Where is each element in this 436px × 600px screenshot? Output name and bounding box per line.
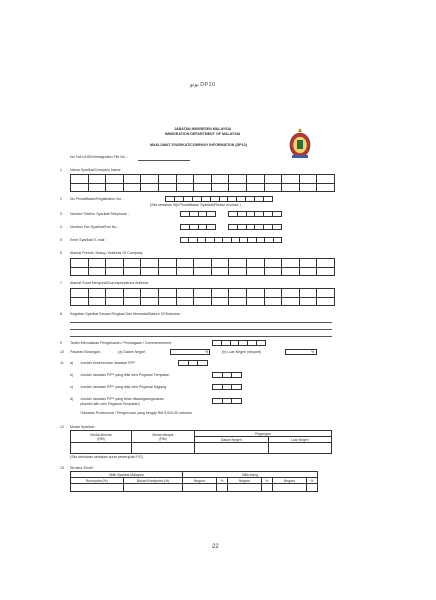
input-cell[interactable]: [198, 238, 206, 243]
input-cell[interactable]: [248, 341, 257, 346]
foreign-ownership-header: Milik Asing: [183, 472, 318, 478]
authorized-capital-label: Modal dibenar: [90, 432, 112, 437]
input-cell[interactable]: [71, 298, 89, 307]
input-cell[interactable]: [232, 238, 240, 243]
input-cell[interactable]: [229, 298, 247, 307]
page-number: 22: [212, 544, 219, 550]
s11b-label: Jumlah Jawatan P/P* yang diisi oleh Pegawai Tempatan: [80, 373, 170, 377]
input-cell[interactable]: [190, 225, 199, 230]
non-bumiputra-header: Bukan Bumiputra (%): [124, 478, 183, 484]
input-cell[interactable]: [177, 175, 195, 184]
input-cell[interactable]: [159, 289, 177, 298]
s11a-mark: a): [70, 361, 74, 365]
input-cell[interactable]: [212, 289, 230, 298]
input-cell[interactable]: [199, 225, 208, 230]
input-cell[interactable]: [300, 268, 318, 277]
input-cell[interactable]: [89, 268, 107, 277]
input-cell[interactable]: [193, 197, 202, 202]
input-cell[interactable]: [181, 212, 190, 217]
input-cell[interactable]: [238, 212, 247, 217]
input-cell[interactable]: [194, 184, 212, 193]
input-cell[interactable]: [282, 298, 300, 307]
input-cell[interactable]: [124, 184, 142, 193]
s11-num: 11: [60, 361, 64, 365]
input-cell[interactable]: [141, 289, 159, 298]
input-cell[interactable]: [213, 373, 223, 378]
s13-label: Struktur Ekuiti :: [70, 466, 95, 470]
input-cell[interactable]: [264, 225, 273, 230]
file-no-field[interactable]: [138, 160, 190, 161]
input-cell[interactable]: [194, 289, 212, 298]
s2-num: 2: [60, 197, 62, 201]
input-cell[interactable]: [223, 238, 231, 243]
fax-field-1[interactable]: [180, 224, 216, 230]
fax-field-2[interactable]: [228, 224, 282, 230]
input-cell[interactable]: [232, 385, 242, 390]
input-cell[interactable]: [141, 175, 159, 184]
input-cell[interactable]: [211, 197, 220, 202]
s10-label: Pasaran Barangan :: [70, 350, 102, 354]
input-cell[interactable]: [106, 268, 124, 277]
input-cell[interactable]: [141, 259, 159, 268]
input-cell[interactable]: [237, 197, 246, 202]
s11b-mark: b): [70, 373, 74, 377]
input-cell[interactable]: [106, 184, 124, 193]
input-cell[interactable]: [212, 184, 230, 193]
input-cell[interactable]: [223, 385, 233, 390]
bumiputra-cell[interactable]: [71, 484, 124, 492]
input-cell[interactable]: [282, 259, 300, 268]
s2-label: No Pendaftaran/Registration No. :: [70, 197, 124, 201]
s12-label: Modal Syarikat :: [70, 425, 96, 429]
input-cell[interactable]: [232, 399, 242, 404]
holding-foreign-cell[interactable]: [268, 443, 331, 454]
pct-cell-3[interactable]: [306, 484, 317, 492]
input-cell[interactable]: [212, 268, 230, 277]
input-cell[interactable]: [229, 212, 238, 217]
input-cell[interactable]: [166, 197, 175, 202]
holding-domestic-cell[interactable]: [195, 443, 269, 454]
s10-a-pct: %: [205, 350, 209, 354]
input-cell[interactable]: [212, 259, 230, 268]
input-cell[interactable]: [194, 259, 212, 268]
s11c-label: Jumlah Jawatan P/P* yang diisi oleh Pegawai Dagang: [80, 385, 167, 389]
input-cell[interactable]: [199, 212, 208, 217]
input-cell[interactable]: [194, 298, 212, 307]
input-cell[interactable]: [124, 259, 142, 268]
s4-num: 4: [60, 225, 62, 229]
input-cell[interactable]: [300, 259, 318, 268]
input-cell[interactable]: [247, 184, 265, 193]
s4-label: Nombor Fax Syarikat/Fax No. :: [70, 225, 120, 229]
input-cell[interactable]: [229, 225, 238, 230]
s12-num: 12: [60, 425, 64, 429]
input-cell[interactable]: [106, 298, 124, 307]
country-header-1: Negara: [183, 478, 217, 484]
input-cell[interactable]: [207, 212, 216, 217]
file-no-label: No Fail UHDN/Immigration File No. :: [70, 155, 128, 159]
input-cell[interactable]: [223, 373, 233, 378]
expatriate-posts-field[interactable]: [212, 384, 242, 390]
input-cell[interactable]: [175, 197, 184, 202]
s1-label: Nama Syarikat/Company Name :: [70, 168, 123, 172]
input-cell[interactable]: [198, 361, 208, 366]
input-cell[interactable]: [89, 184, 107, 193]
input-cell[interactable]: [212, 298, 230, 307]
holding-foreign-header: Luar Negeri: [268, 437, 331, 443]
input-cell[interactable]: [229, 289, 247, 298]
business-line-1[interactable]: [70, 322, 332, 323]
input-cell[interactable]: [184, 197, 193, 202]
input-cell[interactable]: [215, 238, 223, 243]
input-cell[interactable]: [282, 184, 300, 193]
input-cell[interactable]: [247, 289, 265, 298]
input-cell[interactable]: [317, 298, 335, 307]
input-cell[interactable]: [106, 259, 124, 268]
s12-note: (Sila berkaitan sertakan surat pesetujuan FIC): [70, 455, 144, 459]
capital-table: [70, 430, 332, 454]
input-cell[interactable]: [229, 268, 247, 277]
s10-a-label: (a) Dalam Negeri: [118, 350, 146, 354]
input-cell[interactable]: [212, 175, 230, 184]
input-cell[interactable]: [177, 298, 195, 307]
paidup-capital-cell[interactable]: [132, 443, 195, 454]
s11d-label: Jumlah Jawatan P/P* yang telah diwasiganegarakan: [80, 397, 164, 401]
input-cell[interactable]: [273, 225, 282, 230]
s13-num: 13: [60, 466, 64, 470]
s11-note: *Jawatan Profesional / Pengurusan yang bergaji RM 5,000.00 sebulan: [80, 411, 192, 415]
non-bumiputra-cell[interactable]: [124, 484, 183, 492]
input-cell[interactable]: [89, 298, 107, 307]
input-cell[interactable]: [247, 225, 256, 230]
input-cell[interactable]: [247, 268, 265, 277]
input-cell[interactable]: [300, 184, 318, 193]
input-cell[interactable]: [282, 175, 300, 184]
input-cell[interactable]: [213, 385, 223, 390]
input-cell[interactable]: [229, 184, 247, 193]
input-cell[interactable]: [282, 289, 300, 298]
total-posts-field[interactable]: [178, 360, 208, 366]
form-code-mark: يونو DP10: [190, 82, 216, 88]
input-cell[interactable]: [194, 175, 212, 184]
input-cell[interactable]: [181, 225, 190, 230]
input-cell[interactable]: [265, 298, 283, 307]
input-cell[interactable]: [177, 268, 195, 277]
email-field[interactable]: [180, 237, 282, 243]
input-cell[interactable]: [248, 238, 256, 243]
immigration-crest-icon: [288, 126, 312, 160]
input-cell[interactable]: [159, 259, 177, 268]
s11d-mark: d): [70, 397, 74, 401]
company-name-grid[interactable]: [70, 174, 335, 192]
input-cell[interactable]: [300, 175, 318, 184]
telephone-field-2[interactable]: [228, 211, 282, 217]
input-cell[interactable]: [273, 212, 282, 217]
input-cell[interactable]: [247, 212, 256, 217]
input-cell[interactable]: [71, 175, 89, 184]
pct-header-3: %: [306, 478, 317, 484]
input-cell[interactable]: [317, 289, 335, 298]
input-cell[interactable]: [190, 212, 199, 217]
input-cell[interactable]: [71, 259, 89, 268]
input-cell[interactable]: [317, 268, 335, 277]
input-cell[interactable]: [124, 175, 142, 184]
input-cell[interactable]: [207, 225, 216, 230]
input-cell[interactable]: [257, 341, 266, 346]
s11a-label: Jumlah Keseluruhan Jawatan P/P*: [80, 361, 136, 365]
local-posts-field[interactable]: [212, 372, 242, 378]
input-cell[interactable]: [189, 361, 199, 366]
input-cell[interactable]: [71, 289, 89, 298]
input-cell[interactable]: [159, 175, 177, 184]
input-cell[interactable]: [89, 259, 107, 268]
input-cell[interactable]: [265, 238, 273, 243]
s10-b-pct: %: [311, 350, 315, 354]
paidup-capital-header: [132, 431, 195, 443]
company-address-grid[interactable]: [70, 258, 335, 276]
input-cell[interactable]: [246, 197, 255, 202]
input-cell[interactable]: [257, 238, 265, 243]
input-cell[interactable]: [264, 197, 273, 202]
input-cell[interactable]: [222, 341, 231, 346]
authorized-capital-header: [71, 431, 132, 443]
input-cell[interactable]: [317, 184, 335, 193]
input-cell[interactable]: [229, 259, 247, 268]
s9-label: Tarikh Memulakan Pengeluaran / Perniagaan / Commencement :: [70, 341, 174, 345]
bumiputra-header: Bumiputra (%): [71, 478, 124, 484]
s8-label: Kegiatan Syarikat Secara Ringkas Dan Memadai/Nature Of Business :: [70, 312, 183, 316]
input-cell[interactable]: [232, 373, 242, 378]
input-cell[interactable]: [71, 184, 89, 193]
input-cell[interactable]: [255, 225, 264, 230]
input-cell[interactable]: [220, 197, 229, 202]
input-cell[interactable]: [247, 298, 265, 307]
s6-num: 6: [60, 251, 62, 255]
input-cell[interactable]: [71, 268, 89, 277]
localised-posts-field[interactable]: [212, 398, 242, 404]
input-cell[interactable]: [106, 289, 124, 298]
s7-label: Alamat Surat Menyurat/Correspondence Address: [70, 281, 149, 285]
s3-label: Nombor Telefon Syarikat/Telephone :: [70, 212, 129, 216]
input-cell[interactable]: [265, 175, 283, 184]
registration-no-grid[interactable]: [165, 196, 273, 202]
input-cell[interactable]: [189, 238, 197, 243]
pct-cell-2[interactable]: [261, 484, 272, 492]
holding-domestic-header: Dalam Negeri: [195, 437, 269, 443]
input-cell[interactable]: [106, 175, 124, 184]
country-cell-2[interactable]: [227, 484, 261, 492]
s10-num: 10: [60, 350, 64, 354]
equity-table: [70, 471, 318, 492]
input-cell[interactable]: [223, 399, 233, 404]
holding-header: Pegangan: [195, 431, 332, 437]
input-cell[interactable]: [159, 184, 177, 193]
input-cell[interactable]: [231, 341, 240, 346]
input-cell[interactable]: [141, 268, 159, 277]
s7-num: 7: [60, 281, 62, 285]
authorized-capital-unit: (RM): [97, 436, 105, 441]
input-cell[interactable]: [239, 341, 248, 346]
input-cell[interactable]: [228, 197, 237, 202]
input-cell[interactable]: [179, 361, 189, 366]
input-cell[interactable]: [194, 268, 212, 277]
input-cell[interactable]: [229, 175, 247, 184]
input-cell[interactable]: [213, 399, 223, 404]
input-cell[interactable]: [265, 259, 283, 268]
input-cell[interactable]: [124, 268, 142, 277]
input-cell[interactable]: [181, 238, 189, 243]
input-cell[interactable]: [141, 184, 159, 193]
correspondence-address-grid[interactable]: [70, 288, 335, 306]
input-cell[interactable]: [238, 225, 247, 230]
input-cell[interactable]: [300, 298, 318, 307]
form-title: MAKLUMAT SYARIKAT/COMPANY INFORMATION (DP10): [150, 143, 247, 147]
s3-num: 3: [60, 212, 62, 216]
input-cell[interactable]: [177, 289, 195, 298]
input-cell[interactable]: [317, 259, 335, 268]
input-cell[interactable]: [255, 212, 264, 217]
paidup-capital-unit: (RM): [159, 436, 167, 441]
agency-name-ms: JABATAN IMIGRESEN MALAYSIA: [174, 127, 232, 131]
input-cell[interactable]: [177, 259, 195, 268]
input-cell[interactable]: [124, 289, 142, 298]
pct-cell-1[interactable]: [216, 484, 227, 492]
country-cell-3[interactable]: [272, 484, 306, 492]
s5-num: 5: [60, 238, 62, 242]
input-cell[interactable]: [159, 298, 177, 307]
paidup-capital-label: Modal dibayar: [152, 432, 174, 437]
s2-note: (Sila sertakan Sijil Pendaftaran Syarikat/Please enclose ): [150, 203, 241, 207]
business-line-2[interactable]: [70, 329, 332, 330]
malaysian-ownership-header: Milik Syarikat Malaysia: [71, 472, 183, 478]
input-cell[interactable]: [206, 238, 214, 243]
input-cell[interactable]: [265, 289, 283, 298]
input-cell[interactable]: [247, 259, 265, 268]
commencement-date-field[interactable]: [212, 340, 266, 346]
input-cell[interactable]: [240, 238, 248, 243]
business-line-3[interactable]: [70, 336, 332, 337]
country-header-2: Negara: [227, 478, 261, 484]
input-cell[interactable]: [247, 175, 265, 184]
input-cell[interactable]: [265, 268, 283, 277]
domestic-market-percent-field[interactable]: [170, 349, 210, 355]
s8-num: 8: [60, 312, 62, 316]
s6-label: Alamat Premis / Ibang / Address Of Company: [70, 251, 143, 255]
s11c-mark: c): [70, 385, 73, 389]
country-cell-1[interactable]: [183, 484, 217, 492]
input-cell[interactable]: [141, 298, 159, 307]
input-cell[interactable]: [159, 268, 177, 277]
input-cell[interactable]: [89, 175, 107, 184]
s1-num: 1: [60, 168, 62, 172]
input-cell[interactable]: [264, 212, 273, 217]
input-cell[interactable]: [255, 197, 264, 202]
input-cell[interactable]: [202, 197, 211, 202]
s9-num: 9: [60, 341, 62, 345]
country-header-3: Negara: [272, 478, 306, 484]
input-cell[interactable]: [89, 289, 107, 298]
authorized-capital-cell[interactable]: [71, 443, 132, 454]
telephone-field-1[interactable]: [180, 211, 216, 217]
pct-header-2: %: [261, 478, 272, 484]
s5-label: Emel Syarikat/ E-mail :: [70, 238, 107, 242]
input-cell[interactable]: [300, 289, 318, 298]
agency-name-en: IMMIGRATION DEPARTMENT OF MALAYSIA: [165, 132, 241, 136]
input-cell[interactable]: [124, 298, 142, 307]
input-cell[interactable]: [274, 238, 282, 243]
pct-header-1: %: [216, 478, 227, 484]
input-cell[interactable]: [213, 341, 222, 346]
s10-b-label: (b) Luar Negeri (eksport): [222, 350, 262, 354]
input-cell[interactable]: [265, 184, 283, 193]
input-cell[interactable]: [282, 268, 300, 277]
input-cell[interactable]: [317, 175, 335, 184]
input-cell[interactable]: [177, 184, 195, 193]
s11d-label2: (diambil alih oleh Pegawai Tempatan): [80, 402, 140, 406]
